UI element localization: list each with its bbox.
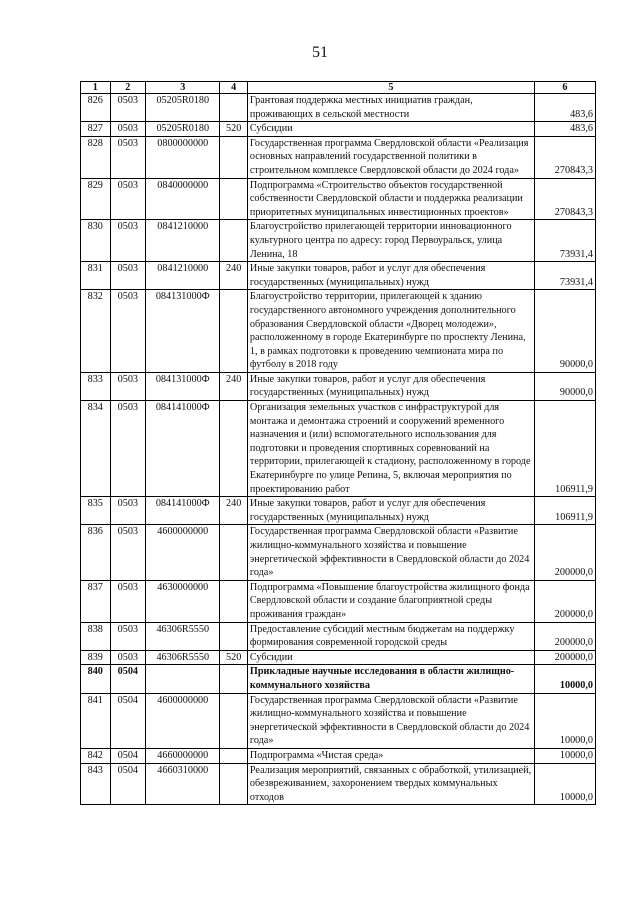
table-row (81, 122, 596, 137)
item-name-cell: Подпрограмма «Чистая среда» (247, 748, 534, 763)
column-header-1: 1 (81, 82, 111, 94)
amount-cell: 90000,0 (534, 372, 595, 400)
target-code-cell: 4630000000 (146, 580, 220, 622)
target-code-cell: 0841210000 (146, 220, 220, 262)
table-row (81, 525, 596, 580)
table-row (81, 262, 596, 290)
expense-type-cell (220, 220, 247, 262)
table-row (81, 220, 596, 262)
table-header-row (81, 82, 596, 94)
expense-type-cell (220, 693, 247, 748)
target-code-cell: 46306R5550 (146, 650, 220, 665)
item-name-cell: Государственная программа Свердловской области «Развитие жилищно-коммунального хозяйства и повышение энергетической эффективности в Свердловской области до 2024 года» (247, 525, 534, 580)
table-row (81, 763, 596, 805)
section-code-cell: 0503 (110, 525, 146, 580)
amount-cell: 483,6 (534, 122, 595, 137)
row-number-cell: 838 (81, 622, 111, 650)
amount-cell: 106911,9 (534, 401, 595, 497)
section-code-cell: 0503 (110, 580, 146, 622)
expense-type-cell (220, 178, 247, 220)
target-code-cell: 05205R0180 (146, 122, 220, 137)
amount-cell: 200000,0 (534, 580, 595, 622)
table-row (81, 178, 596, 220)
expense-type-cell: 240 (220, 262, 247, 290)
target-code-cell: 084141000Ф (146, 401, 220, 497)
item-name-cell: Благоустройство прилегающей территории инновационного культурного центра по адресу: город Первоуральск, улица Ленина, 18 (247, 220, 534, 262)
table-row (81, 290, 596, 373)
target-code-cell: 0841210000 (146, 262, 220, 290)
table-row (81, 665, 596, 693)
section-code-cell: 0503 (110, 94, 146, 122)
table-row (81, 650, 596, 665)
section-code-cell: 0503 (110, 650, 146, 665)
row-number-cell: 839 (81, 650, 111, 665)
section-code-cell: 0504 (110, 748, 146, 763)
row-number-cell: 841 (81, 693, 111, 748)
expense-type-cell: 520 (220, 122, 247, 137)
item-name-cell: Благоустройство территории, прилегающей к зданию государственного автономного учреждения дополнительного образования Свердловской области «Дворец молодежи», расположенному в городе Екатеринбурге по проспекту Ленина, 1, в рамках подготовки к проведению чемпионата мира по футболу в 2018 году (247, 290, 534, 373)
expense-type-cell: 520 (220, 650, 247, 665)
item-name-cell: Иные закупки товаров, работ и услуг для обеспечения государственных (муниципальных) нужд (247, 497, 534, 525)
column-header-4: 4 (220, 82, 247, 94)
expense-type-cell: 240 (220, 372, 247, 400)
row-number-cell: 830 (81, 220, 111, 262)
table-row (81, 372, 596, 400)
row-number-cell: 837 (81, 580, 111, 622)
expense-type-cell (220, 136, 247, 178)
amount-cell: 270843,3 (534, 136, 595, 178)
amount-cell: 73931,4 (534, 262, 595, 290)
table-row (81, 622, 596, 650)
expense-type-cell (220, 290, 247, 373)
row-number-cell: 827 (81, 122, 111, 137)
target-code-cell: 4600000000 (146, 525, 220, 580)
item-name-cell: Подпрограмма «Повышение благоустройства жилищного фонда Свердловской области и создание благоприятной среды проживания граждан» (247, 580, 534, 622)
expense-type-cell (220, 94, 247, 122)
expense-type-cell (220, 525, 247, 580)
item-name-cell: Государственная программа Свердловской области «Реализация основных направлений государственной политики в строительном комплексе Свердловской области до 2024 года» (247, 136, 534, 178)
item-name-cell: Предоставление субсидий местным бюджетам на поддержку формирования современной городской среды (247, 622, 534, 650)
amount-cell: 483,6 (534, 94, 595, 122)
row-number-cell: 843 (81, 763, 111, 805)
target-code-cell: 084141000Ф (146, 497, 220, 525)
target-code-cell: 084131000Ф (146, 290, 220, 373)
amount-cell: 10000,0 (534, 763, 595, 805)
row-number-cell: 828 (81, 136, 111, 178)
item-name-cell: Грантовая поддержка местных инициатив граждан, проживающих в сельской местности (247, 94, 534, 122)
section-code-cell: 0503 (110, 178, 146, 220)
amount-cell: 90000,0 (534, 290, 595, 373)
item-name-cell: Государственная программа Свердловской области «Развитие жилищно-коммунального хозяйства и повышение энергетической эффективности в Свердловской области до 2024 года» (247, 693, 534, 748)
amount-cell: 10000,0 (534, 665, 595, 693)
item-name-cell: Иные закупки товаров, работ и услуг для обеспечения государственных (муниципальных) нужд (247, 262, 534, 290)
section-code-cell: 0504 (110, 763, 146, 805)
amount-cell: 200000,0 (534, 525, 595, 580)
section-code-cell: 0503 (110, 122, 146, 137)
table-row (81, 401, 596, 497)
target-code-cell: 4660310000 (146, 763, 220, 805)
target-code-cell: 0800000000 (146, 136, 220, 178)
target-code-cell: 4600000000 (146, 693, 220, 748)
target-code-cell: 46306R5550 (146, 622, 220, 650)
amount-cell: 200000,0 (534, 622, 595, 650)
section-code-cell: 0503 (110, 262, 146, 290)
section-code-cell: 0503 (110, 136, 146, 178)
target-code-cell: 4660000000 (146, 748, 220, 763)
item-name-cell: Прикладные научные исследования в области жилищно-коммунального хозяйства (247, 665, 534, 693)
amount-cell: 73931,4 (534, 220, 595, 262)
table-row (81, 497, 596, 525)
section-code-cell: 0503 (110, 401, 146, 497)
row-number-cell: 840 (81, 665, 111, 693)
section-code-cell: 0503 (110, 372, 146, 400)
amount-cell: 106911,9 (534, 497, 595, 525)
expense-type-cell (220, 580, 247, 622)
section-code-cell: 0503 (110, 622, 146, 650)
row-number-cell: 836 (81, 525, 111, 580)
expense-type-cell (220, 748, 247, 763)
row-number-cell: 834 (81, 401, 111, 497)
amount-cell: 200000,0 (534, 650, 595, 665)
row-number-cell: 829 (81, 178, 111, 220)
column-header-2: 2 (110, 82, 146, 94)
column-header-3: 3 (146, 82, 220, 94)
row-number-cell: 832 (81, 290, 111, 373)
item-name-cell: Подпрограмма «Строительство объектов государственной собственности Свердловской области и поддержка реализации приоритетных муниципальных инвестиционных проектов» (247, 178, 534, 220)
table-row (81, 748, 596, 763)
expense-type-cell (220, 622, 247, 650)
target-code-cell (146, 665, 220, 693)
item-name-cell: Субсидии (247, 122, 534, 137)
table-row (81, 94, 596, 122)
column-header-5: 5 (247, 82, 534, 94)
table-row (81, 580, 596, 622)
row-number-cell: 831 (81, 262, 111, 290)
table-row (81, 693, 596, 748)
table-row (81, 136, 596, 178)
section-code-cell: 0504 (110, 665, 146, 693)
page-number: 51 (312, 44, 328, 61)
row-number-cell: 826 (81, 94, 111, 122)
expense-type-cell (220, 763, 247, 805)
column-header-6: 6 (534, 82, 595, 94)
budget-table (80, 81, 596, 805)
target-code-cell: 084131000Ф (146, 372, 220, 400)
row-number-cell: 835 (81, 497, 111, 525)
amount-cell: 10000,0 (534, 693, 595, 748)
expense-type-cell (220, 665, 247, 693)
item-name-cell: Иные закупки товаров, работ и услуг для обеспечения государственных (муниципальных) нужд (247, 372, 534, 400)
target-code-cell: 0840000000 (146, 178, 220, 220)
section-code-cell: 0503 (110, 220, 146, 262)
amount-cell: 10000,0 (534, 748, 595, 763)
item-name-cell: Организация земельных участков с инфраструктурой для монтажа и демонтажа строений и сооружений временного назначения и (или) вспомогательного использования для подготовки и проведения спортивных соревнований на территории, прилегающей к стадиону, расположенному в городе Екатеринбурге по улице Репина, 5, включая мероприятия по проектированию работ (247, 401, 534, 497)
expense-type-cell (220, 401, 247, 497)
amount-cell: 270843,3 (534, 178, 595, 220)
row-number-cell: 833 (81, 372, 111, 400)
section-code-cell: 0504 (110, 693, 146, 748)
item-name-cell: Субсидии (247, 650, 534, 665)
item-name-cell: Реализация мероприятий, связанных с обработкой, утилизацией, обезвреживанием, захоронением твердых коммунальных отходов (247, 763, 534, 805)
target-code-cell: 05205R0180 (146, 94, 220, 122)
section-code-cell: 0503 (110, 497, 146, 525)
row-number-cell: 842 (81, 748, 111, 763)
table-body (81, 94, 596, 805)
expense-type-cell: 240 (220, 497, 247, 525)
section-code-cell: 0503 (110, 290, 146, 373)
